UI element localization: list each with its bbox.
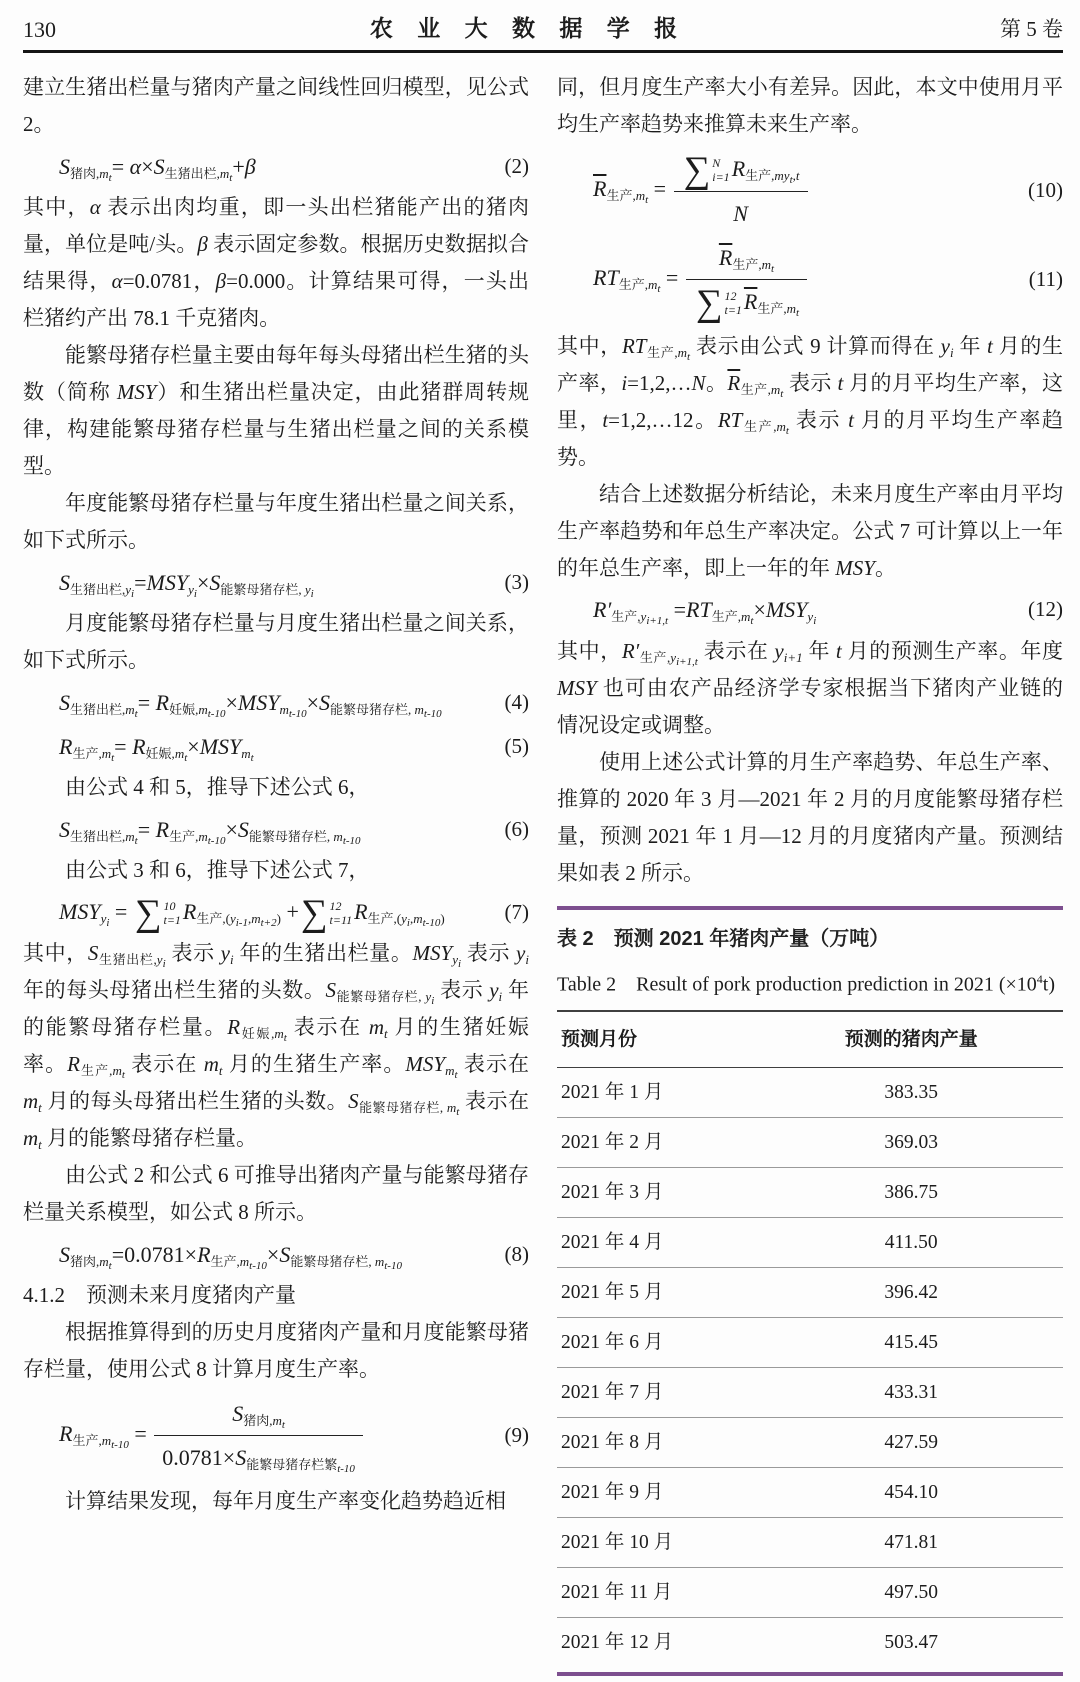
- paragraph: 年度能繁母猪存栏量与年度生猪出栏量之间关系，如下式所示。: [23, 491, 529, 552]
- equation-number: (3): [504, 569, 529, 594]
- equation-number: (9): [504, 1423, 529, 1447]
- table-row: [557, 1218, 1063, 1268]
- sum-operator: ∑ 10 t=1: [134, 893, 181, 935]
- paragraph: 建立生猪出栏量与猪肉产量之间线性回归模型，见公式 2。: [23, 75, 529, 136]
- paragraph: 其中，α 表示出肉均重，即一头出栏猪能产出的猪肉量，单位是吨/头。β 表示固定参数。根据历史数据拟合结果得，α=0.0781，β=0.000。计算结果可得，一头出栏猪约产出 78.1 千克猪肉。: [23, 195, 530, 330]
- equation-12: [557, 589, 1063, 631]
- sum-operator: ∑ 12 t=11: [300, 893, 353, 935]
- equation-body: R′生产$,y_{i+1,t} =RT$生产$,m_t\times MSYy_i$: [593, 597, 817, 628]
- paragraph: 能繁母猪存栏量主要由每年每头母猪出栏生猪的头数（简称 MSY）和生猪出栏量决定，由此猪群周转规律，构建能繁母猪存栏量与生猪出栏量之间的关系模型。: [23, 343, 530, 478]
- left-column: [23, 69, 529, 1676]
- equation-number: (2): [504, 153, 529, 178]
- equation-8: [23, 1233, 529, 1275]
- equation-11: [557, 239, 1063, 324]
- paragraph: 其中，S生猪出栏$,y_i$ 表示 yi 年的生猪出栏量。MSYy$_i$ 表示 yi 年的每头母猪出栏生猪的头数。S能繁母猪存栏, $y_i$ 表示 yi 年的能繁母猪存栏量。R妊娠$,m_t$ 表示在 mt 月的生猪妊娠率。R生产$,m_t$ 表示在 mt 月的生猪生产率。MSYm$_t$ 表示在 mt 月的每头母猪出栏生猪的头数。S能繁母猪存栏, $m_t$ 表示在 mt 月的能繁母猪存栏量。: [23, 941, 530, 1152]
- page-body: [23, 53, 1063, 1676]
- volume-label: 第 5 卷: [1000, 17, 1063, 41]
- equation-body: S生猪出栏$,m_t= R$生产$,m_{t-10}\times S$能繁母猪存栏, $m_{t-10}$: [59, 816, 361, 847]
- pork-output-cell: 503.47: [884, 1632, 938, 1654]
- pork-output-cell: 497.50: [759, 1568, 1063, 1618]
- table-row: [557, 1368, 1063, 1418]
- fraction: [154, 1395, 363, 1476]
- table-row: [557, 1118, 1063, 1168]
- fraction-denominator: N: [674, 191, 808, 232]
- equation-number: (4): [504, 689, 529, 714]
- paragraph: 计算结果发现，每年月度生产率变化趋势趋近相: [65, 1489, 506, 1513]
- month-cell: 2021 年 2 月: [557, 1118, 759, 1168]
- table-header-row: [557, 1011, 1063, 1068]
- paragraph: 同，但月度生产率大小有差异。因此，本文中使用月平均生产率趋势来推算未来生产率。: [557, 75, 1063, 136]
- pork-output-cell: 454.10: [759, 1468, 1063, 1518]
- col-header-pork-output: 预测的猪肉产量: [759, 1011, 1063, 1068]
- table-title-en: Table 2 Result of pork production prediction in 2021 $(\times 10^4t)$: [557, 971, 1056, 996]
- journal-title: 农 业 大 数 据 学 报: [369, 15, 687, 41]
- paragraph: 月度能繁母猪存栏量与月度生猪出栏量之间关系，如下式所示。: [23, 611, 529, 672]
- pork-output-cell: 383.35: [759, 1068, 1063, 1118]
- month-cell: 2021 年 7 月: [557, 1368, 759, 1418]
- pork-prediction-table: [557, 1010, 1063, 1672]
- page-number: 130: [23, 17, 56, 42]
- pork-table-body: [557, 1068, 1063, 1673]
- equation-4: [23, 681, 529, 723]
- equation-number: (12): [1028, 597, 1063, 622]
- pork-output-cell: 396.42: [759, 1268, 1063, 1318]
- equation-3: [23, 561, 529, 603]
- month-cell: 2021 年 4 月: [557, 1218, 759, 1268]
- table-row: [557, 1518, 1063, 1568]
- page-header: [23, 0, 1063, 50]
- sum-operator: ∑ N i=1: [683, 150, 730, 192]
- month-cell: 2021 年 12 月: [561, 1632, 674, 1654]
- table-row: [557, 1068, 1063, 1118]
- equation-7: [23, 891, 529, 933]
- table-title-superscript: 4: [1036, 971, 1043, 986]
- section-heading: 4.1.2 预测未来月度猪肉产量: [23, 1283, 296, 1307]
- fraction-numerator: S猪肉$,m_t$: [232, 1401, 285, 1431]
- equation-body: [593, 150, 810, 232]
- equation-lhs: R生产$,m_{t-10}$ =: [59, 1420, 153, 1451]
- paragraph: 根据推算得到的历史月度猪肉产量和月度能繁母猪存栏量，使用公式 8 计算月度生产率。: [23, 1320, 529, 1381]
- fraction-numerator: $\overline{R}$生产$,m_t$: [718, 244, 775, 275]
- table-2: [557, 906, 1063, 1677]
- equation-2: [23, 145, 529, 187]
- equation-lhs: $\overline{R}$生产$,m_t$ =: [593, 175, 672, 206]
- paragraph: 其中，RT生产$,m_t$ 表示由公式 9 计算而得在 yi 年 t 月的生产率，i=1,2,…N。$\overline{R}$生产$,m_t$ 表示 t 月的月平均生产率，这里，t=1,2,…12。RT生产$,m_t$ 表示 t 月的月平均生产率趋势。: [557, 333, 1064, 469]
- fraction-denominator: 0.0781×S能繁母猪存栏繁$_{t-10}$: [154, 1435, 363, 1476]
- month-cell: 2021 年 10 月: [557, 1518, 759, 1568]
- equation-body: R生产$,m_t= R$妊娠$,m_t\times MSYm_t$: [59, 733, 254, 764]
- table-top-bar: [557, 906, 1063, 910]
- equation-body: MSYy$_i$ = ∑ 10 t=1 R生产$,(y_{i-1},m_{t+2})$ + ∑ 12 t=11 R生产$,(y_i,m_{t-10})$: [59, 893, 445, 935]
- paragraph: 由公式 3 和 6，推导下述公式 7，: [65, 858, 370, 882]
- table-row: [557, 1168, 1063, 1218]
- month-cell: 2021 年 8 月: [557, 1418, 759, 1468]
- equation-body: S猪肉$,m_t= \alpha\times S$生猪出栏$,m_t+\beta$: [59, 153, 256, 184]
- equation-body: [59, 1395, 365, 1476]
- month-cell: 2021 年 5 月: [557, 1268, 759, 1318]
- pork-output-cell: 386.75: [759, 1168, 1063, 1218]
- fraction: [686, 239, 807, 324]
- equation-number: (10): [1028, 178, 1063, 203]
- pork-output-cell: 471.81: [759, 1518, 1063, 1568]
- equation-lhs: RT生产$,m_t$ =: [593, 264, 684, 295]
- pork-output-cell: 427.59: [759, 1418, 1063, 1468]
- fraction-denominator: ∑ 12 t=1 $\overline{R}$生产$,m_t$: [686, 279, 807, 321]
- equation-body: S生猪出栏$,y_i=MSYy_i\times S$能繁母猪存栏, $y_i$: [59, 569, 314, 600]
- table-row: [557, 1318, 1063, 1368]
- equation-10: [557, 150, 1063, 232]
- pork-output-cell: 415.45: [759, 1318, 1063, 1368]
- col-header-month: 预测月份: [557, 1011, 759, 1068]
- equation-number: (6): [504, 816, 529, 841]
- table-row: [557, 1468, 1063, 1518]
- table-row: [557, 1268, 1063, 1318]
- paragraph: 由公式 2 和公式 6 可推导出猪肉产量与能繁母猪存栏量关系模型，如公式 8 所示。: [23, 1163, 529, 1224]
- fraction: [674, 150, 808, 232]
- equation-number: (8): [504, 1241, 529, 1266]
- sum-operator: ∑ 12 t=1: [695, 282, 742, 324]
- table-title-cn: 表 2 预测 2021 年猪肉产量（万吨）: [557, 927, 890, 950]
- equation-body: S生猪出栏$,m_t= R$妊娠$,m_{t-10}\times MSYm_{t-10}\times S$能繁母猪存栏, $m_{t-10}$: [59, 689, 442, 720]
- paragraph: 由公式 4 和 5，推导下述公式 6，: [65, 775, 370, 799]
- equation-body: S猪肉$,m_t=0.0781\times R$生产$,m_{t-10}\times S$能繁母猪存栏, $m_{t-10}$: [59, 1241, 402, 1272]
- table-row: [557, 1418, 1063, 1468]
- equation-number: (7): [504, 899, 529, 924]
- equation-9: [23, 1395, 529, 1476]
- table-bottom-bar: [557, 1672, 1063, 1676]
- equation-number: (5): [504, 733, 529, 758]
- month-cell: 2021 年 11 月: [557, 1568, 759, 1618]
- table-row: [557, 1568, 1063, 1618]
- right-column: [557, 69, 1063, 1676]
- month-cell: 2021 年 9 月: [557, 1468, 759, 1518]
- equation-6: [23, 808, 529, 850]
- paragraph: 其中，R′生产$,y_{i+1,t}$ 表示在 yi+1 年 t 月的预测生产率。年度 MSY 也可由农产品经济学专家根据当下猪肉产业链的情况设定或调整。: [557, 638, 1064, 737]
- pork-output-cell: 369.03: [759, 1118, 1063, 1168]
- month-cell: 2021 年 6 月: [557, 1318, 759, 1368]
- table-row: [557, 1618, 1063, 1673]
- paragraph: 结合上述数据分析结论，未来月度生产率由月平均生产率趋势和年总生产率决定。公式 7 可计算以上一年的年总生产率，即上一年的年 MSY。: [557, 481, 1063, 580]
- month-cell: 2021 年 1 月: [557, 1068, 759, 1118]
- month-cell: 2021 年 3 月: [557, 1168, 759, 1218]
- equation-5: [23, 725, 529, 767]
- pork-output-cell: 411.50: [759, 1218, 1063, 1268]
- fraction-numerator: ∑ N i=1 R生产$,my_t,t$: [683, 150, 800, 192]
- equation-body: [593, 239, 809, 324]
- pork-output-cell: 433.31: [759, 1368, 1063, 1418]
- paragraph: 使用上述公式计算的月生产率趋势、年总生产率、推算的 2020 年 3 月—2021 年 2 月的月度能繁母猪存栏量，预测 2021 年 1 月—12 月的月度猪肉产量。预测结果如表 2 所示。: [557, 749, 1063, 885]
- equation-number: (11): [1028, 267, 1063, 292]
